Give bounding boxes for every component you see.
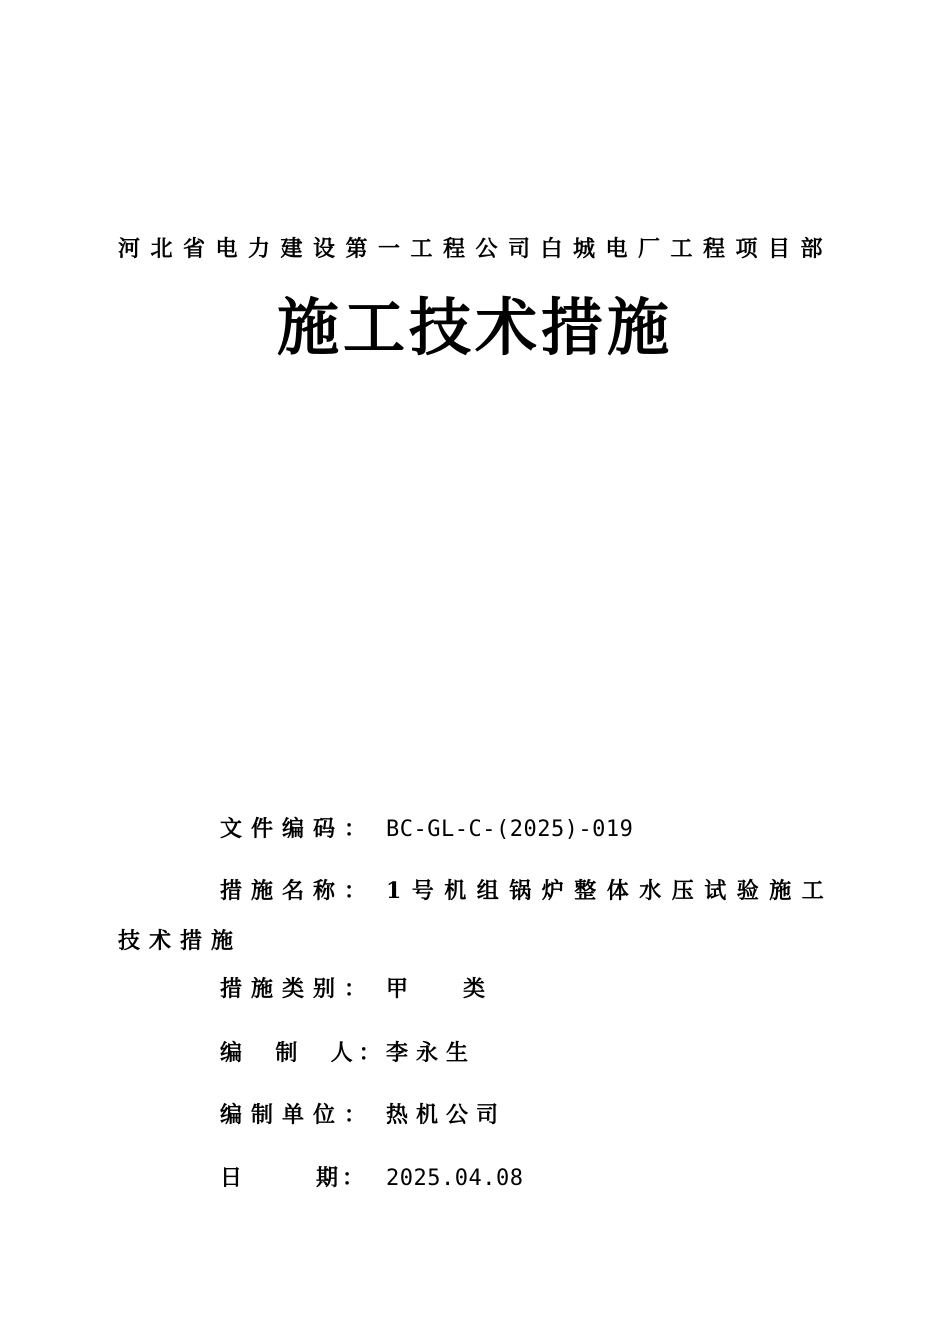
document-title: 施工技术措施 — [276, 291, 673, 364]
file-code-row — [220, 812, 633, 847]
measure-name-row — [220, 874, 834, 908]
compiling-unit-label: 编制单位： — [220, 1102, 376, 1128]
measure-category-label: 措施类别： — [220, 976, 376, 1002]
date-label: 日 期： — [220, 1165, 368, 1191]
compiler-label: 编 制 人： — [220, 1040, 387, 1066]
measure-name-label: 措施名称： — [220, 878, 376, 904]
measure-category-value: 甲 类 — [386, 976, 493, 1002]
date-row — [220, 1161, 523, 1196]
measure-name-value: 1号机组锅炉整体水压试验施工 — [386, 878, 835, 904]
date-value: 2025.04.08 — [386, 1166, 524, 1191]
file-code-value: BC-GL-C-(2025)-019 — [386, 817, 634, 842]
organization-name: 河北省电力建设第一工程公司白城电厂工程项目部 — [118, 236, 834, 262]
compiler-row — [220, 1036, 476, 1070]
compiling-unit-row — [220, 1098, 506, 1132]
compiling-unit-value: 热机公司 — [386, 1102, 507, 1128]
measure-category-row — [220, 972, 493, 1006]
file-code-label: 文件编码： — [220, 816, 376, 842]
measure-name-value-continued: 技术措施 — [118, 928, 243, 954]
compiler-value: 李永生 — [386, 1040, 477, 1066]
